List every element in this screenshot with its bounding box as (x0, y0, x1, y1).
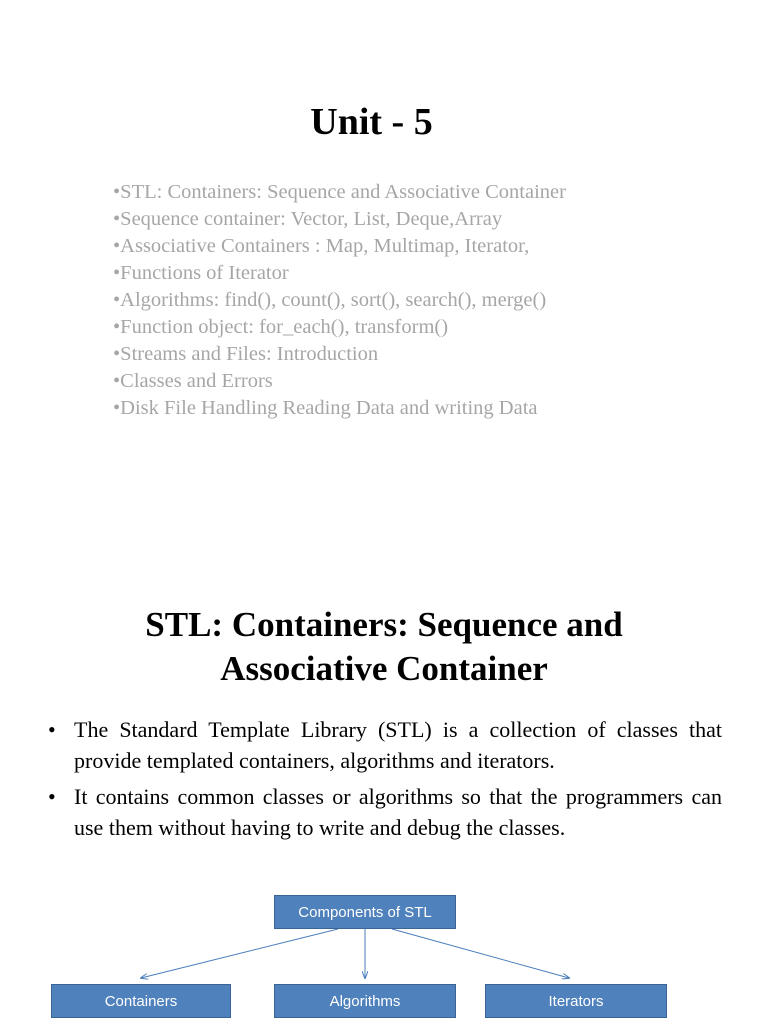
topic-item: •Algorithms: find(), count(), sort(), search(), merge() (113, 289, 547, 311)
topic-item: •Disk File Handling Reading Data and writing Data (113, 397, 538, 419)
bullet-item (48, 782, 722, 843)
bullet-icon: • (48, 784, 56, 809)
topic-item: •Functions of Iterator (113, 262, 289, 284)
topic-item: •Classes and Errors (113, 370, 273, 392)
iterators-box: Iterators (485, 984, 667, 1018)
bullet-text: It contains common classes or algorithms so that the programmers can use them without having to write and debug the classes. (74, 784, 722, 840)
components-of-stl-box: Components of STL (274, 895, 456, 929)
bullet-list (48, 715, 722, 849)
topic-item: •Sequence container: Vector, List, Deque,Array (113, 208, 503, 230)
algorithms-box: Algorithms (274, 984, 456, 1018)
bullet-text: The Standard Template Library (STL) is a collection of classes that provide templated containers, algorithms and iterators. (74, 717, 722, 773)
topic-item: •Function object: for_each(), transform() (113, 316, 449, 338)
topic-item: •Streams and Files: Introduction (113, 343, 379, 365)
bullet-icon: • (48, 717, 56, 742)
slide-title-line-2: Associative Container (220, 649, 548, 688)
connector-to-iterators (392, 929, 569, 978)
containers-box: Containers (51, 984, 231, 1018)
connector-to-containers (141, 929, 338, 978)
bullet-item (48, 715, 722, 776)
stl-components-diagram (0, 890, 768, 1024)
topic-item: •STL: Containers: Sequence and Associative Container (113, 181, 566, 203)
topic-list (113, 179, 566, 422)
slide-stl-containers (0, 560, 768, 1024)
slide-title-line-1: STL: Containers: Sequence and (145, 605, 623, 644)
topic-item: •Associative Containers : Map, Multimap, Iterator, (113, 235, 530, 257)
slide-title: Unit - 5 (310, 101, 433, 143)
slide-title (0, 603, 768, 691)
